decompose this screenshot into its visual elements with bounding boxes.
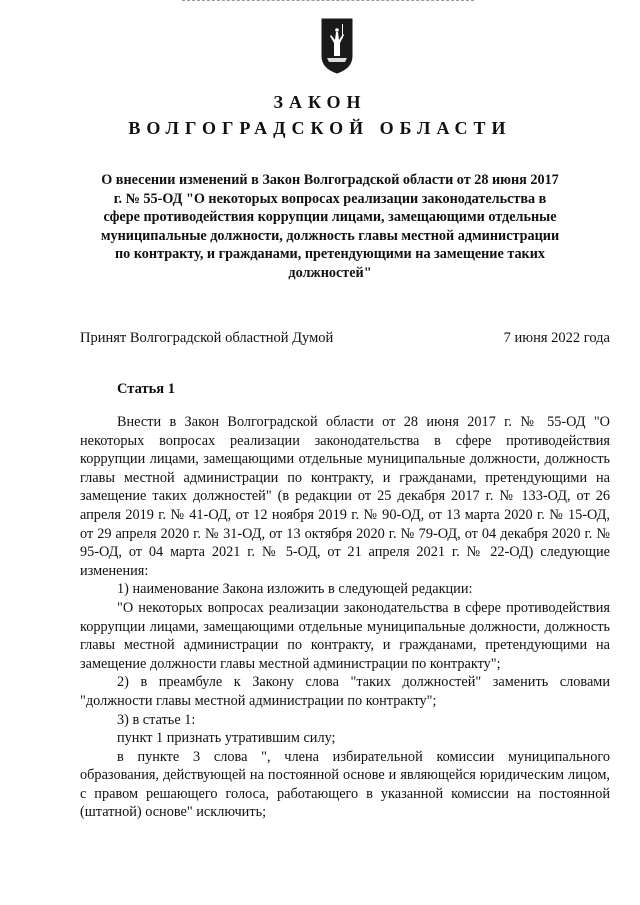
article-paragraph: 2) в преамбуле к Закону слова "таких должностей" заменить словами "должности главы местной администрации по контракту"; bbox=[80, 674, 610, 709]
scan-edge-line bbox=[182, 0, 474, 3]
law-title: ЗАКОН bbox=[273, 92, 367, 112]
adoption-date: 7 июня 2022 года bbox=[503, 330, 610, 346]
law-subject: О внесении изменений в Закон Волгоградской области от 28 июня 2017 г. № 55-ОД "О некоторых вопросах реализации законодательства в сфере противодействия коррупции лицами, замещающими отдельные муниципальные должности, должность главы местной администрации по контракту, и гражданами, претендующими на замещение таких должностей" bbox=[100, 172, 560, 281]
coat-of-arms-icon bbox=[321, 18, 353, 74]
article-paragraph: Внести в Закон Волгоградской области от 28 июня 2017 г. № 55-ОД "О некоторых вопросах реализации законодательства в сфере противодействия коррупции лицами, замещающими отдельные муниципальные должности, должность главы местной администрации по контракту, и гражданами, претендующими на замещение таких должностей" (в редакции от 25 декабря 2017 г. № 133-ОД, от 26 апреля 2019 г. № 41-ОД, от 12 ноября 2019 г. № 90-ОД, от 13 марта 2020 г. № 15-ОД, от 29 апреля 2020 г. № 31-ОД, от 13 октября 2020 г. № 79-ОД, от 04 декабря 2020 г. № 95-ОД, от 04 марта 2021 г. № 5-ОД, от 21 апреля 2021 г. № 22-ОД) следующие изменения: bbox=[80, 414, 610, 579]
article-paragraph: 3) в статье 1: bbox=[117, 711, 196, 728]
article-paragraph: в пункте 3 слова ", члена избирательной комиссии муниципального образования, действующей на постоянной основе и являющейся юридическим лицом, с правом решающего голоса, работающего в указанной комиссии на постоянной (штатной) основе" исключить; bbox=[80, 748, 610, 821]
article-body bbox=[80, 413, 610, 822]
article-paragraph: 1) наименование Закона изложить в следующей редакции: bbox=[117, 581, 473, 598]
law-region: ВОЛГОГРАДСКОЙ ОБЛАСТИ bbox=[128, 118, 512, 138]
article-paragraph: "О некоторых вопросах реализации законодательства в сфере противодействия коррупции лицами, замещающими отдельные муниципальные должности, должность главы местной администрации по контракту, и гражданами, претендующими на замещение должности главы местной администрации по контракту"; bbox=[80, 599, 610, 672]
article-paragraph: пункт 1 признать утратившим силу; bbox=[117, 730, 336, 747]
article-heading: Статья 1 bbox=[117, 381, 175, 397]
adopting-body: Принят Волгоградской областной Думой bbox=[80, 330, 334, 346]
